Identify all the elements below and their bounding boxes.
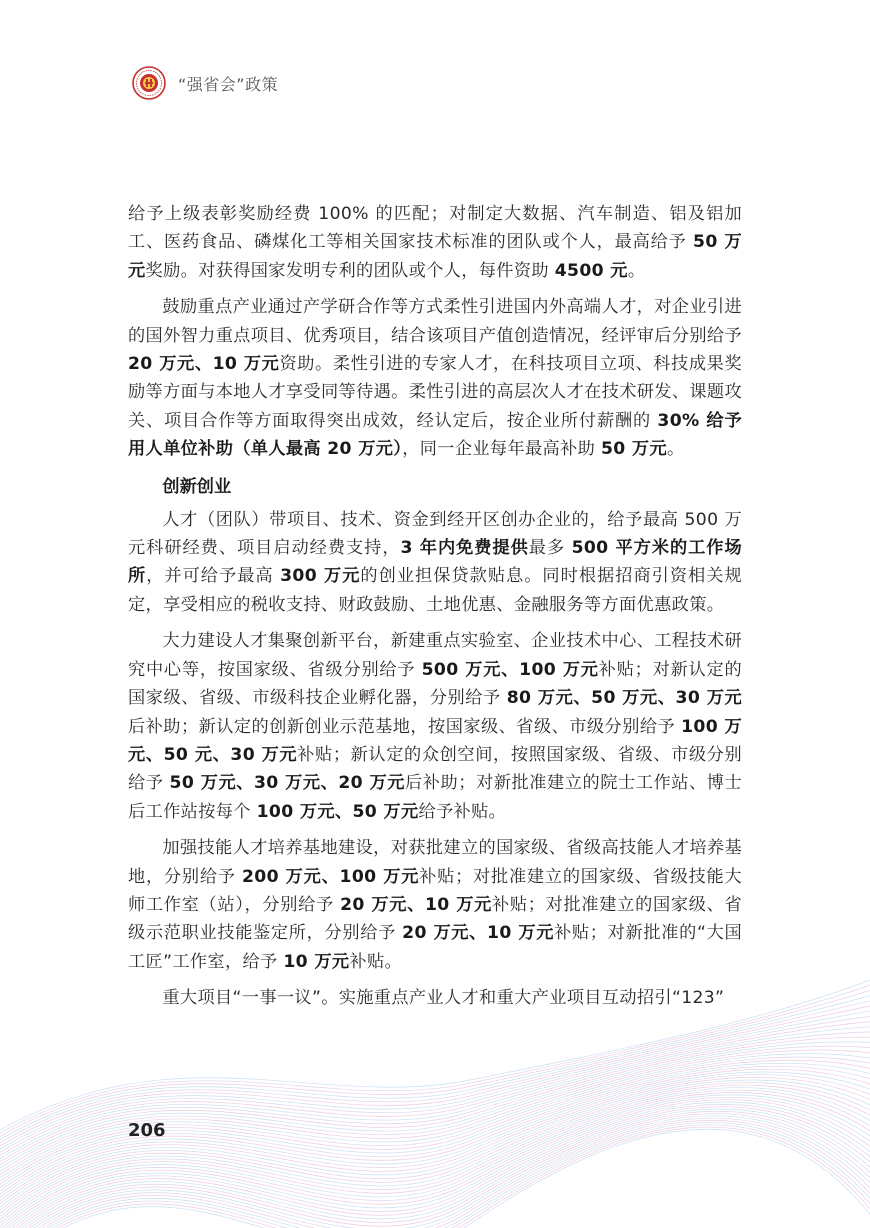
paragraph bbox=[128, 627, 742, 826]
body-text: 补贴。 bbox=[349, 951, 403, 972]
wave-line bbox=[0, 1032, 870, 1162]
emphasis-text: 300 万元 bbox=[280, 566, 361, 587]
emphasis-text: 3 年内免费提供 bbox=[400, 538, 529, 559]
body-text: 补贴；对批准建立的国家级、省级示范职业技能鉴定所，分别给予 bbox=[128, 894, 742, 944]
body-text: 补贴；新认定的众创空间，按照国家级、省级、市级分别给予 bbox=[128, 744, 742, 794]
header-title: “强省会”政策 bbox=[178, 74, 279, 94]
body-text: 的创业担保贷款贴息。同时根据招商引资相关规定，享受相应的税收支持、财政鼓励、土地优惠、金融服务等方面优惠政策。 bbox=[128, 566, 742, 615]
emphasis-text: 50 万元 bbox=[128, 232, 742, 281]
emblem-logo-icon bbox=[132, 66, 166, 100]
emphasis-text: 20 万元、10 万元 bbox=[402, 923, 555, 944]
body-text: 给予上级表彰奖励经费 100% 的匹配；对制定大数据、汽车制造、铝及铝加工、医药食品、磷煤化工等相关国家技术标准的团队或个人，最高给予 bbox=[128, 204, 742, 253]
body-text: 。 bbox=[666, 439, 685, 460]
body-text: 资助。柔性引进的专家人才，在科技项目立项、科技成果奖励等方面与本地人才享受同等待遇。柔性引进的高层次人才在技术研发、课题攻关、项目合作等方面取得突出成效，经认定后，按企业所付薪酬的 bbox=[128, 354, 742, 431]
emphasis-text: 20 万元、10 万元 bbox=[128, 354, 280, 375]
paragraph bbox=[128, 200, 742, 285]
emphasis-text: 100 万元、50 万元 bbox=[256, 801, 419, 822]
body-text: 鼓励重点产业通过产学研合作等方式柔性引进国内外高端人才，对企业引进的国外智力重点项目、优秀项目，结合该项目产值创造情况，经评审后分别给予 bbox=[128, 297, 742, 346]
body-text: ，同一企业每年最高补助 bbox=[402, 439, 601, 460]
emphasis-text: 20 万元、10 万元 bbox=[340, 894, 493, 915]
emphasis-text: 50 万元、30 万元、20 万元 bbox=[169, 773, 406, 794]
body-text: 加强技能人才培养基地建设，对获批建立的国家级、省级高技能人才培养基地，分别给予 bbox=[128, 838, 742, 887]
wave-line bbox=[0, 1037, 870, 1165]
body-text: 大力建设人才集聚创新平台，新建重点实验室、企业技术中心、工程技术研究中心等，按国家级、省级分别给予 bbox=[128, 631, 742, 680]
emphasis-text: 4500 元 bbox=[554, 260, 628, 281]
body-text: 补贴；对新批准的“大国工匠”工作室，给予 bbox=[128, 923, 742, 972]
emphasis-text: 500 万元、100 万元 bbox=[421, 659, 599, 680]
wave-line bbox=[0, 1054, 870, 1178]
body-text: 后补助；对新批准建立的院士工作站、博士后工作站按每个 bbox=[128, 773, 743, 822]
emphasis-text: 80 万元、50 万元、30 万元 bbox=[506, 688, 742, 709]
section-title: 创新创业 bbox=[162, 476, 232, 497]
emphasis-text: 100 万元、50 元、30 万元 bbox=[128, 716, 742, 765]
body-text: 补贴；对批准建立的国家级、省级技能大师工作室（站），分别给予 bbox=[128, 866, 742, 915]
paragraph bbox=[128, 834, 742, 976]
page-header bbox=[132, 66, 278, 100]
body-text: 人才（团队）带项目、技术、资金到经开区创办企业的，给予最高 500 万元科研经费、项目启动经费支持， bbox=[128, 509, 742, 559]
emphasis-text: 200 万元、100 万元 bbox=[242, 866, 420, 887]
paragraph bbox=[128, 984, 742, 1012]
page-number: 206 bbox=[128, 1120, 166, 1141]
emphasis-text: 30% 给予用人单位补助（单人最高 20 万元） bbox=[128, 410, 742, 460]
body-text: ，并可给予最高 bbox=[146, 566, 281, 587]
article-body bbox=[128, 200, 742, 1021]
body-text: 奖励。对获得国家发明专利的团队或个人，每件资助 bbox=[145, 260, 555, 281]
paragraph bbox=[128, 506, 742, 620]
body-text: 重大项目“一事一议”。实施重点产业人才和重大产业项目互动招引“123” bbox=[162, 988, 725, 1009]
emphasis-text: 10 万元 bbox=[283, 951, 350, 972]
body-text: 后补助；新认定的创新创业示范基地，按国家级、省级、市级分别给予 bbox=[128, 716, 682, 737]
body-text: 补贴；对新认定的国家级、省级、市级科技企业孵化器，分别给予 bbox=[128, 659, 742, 709]
body-text: 最多 bbox=[528, 538, 572, 559]
emphasis-text: 50 万元 bbox=[600, 439, 667, 460]
body-text: 给予补贴。 bbox=[418, 801, 507, 822]
emphasis-text: 500 平方米的工作场所 bbox=[128, 538, 742, 587]
body-text: 。 bbox=[627, 260, 646, 281]
paragraph bbox=[128, 293, 742, 463]
